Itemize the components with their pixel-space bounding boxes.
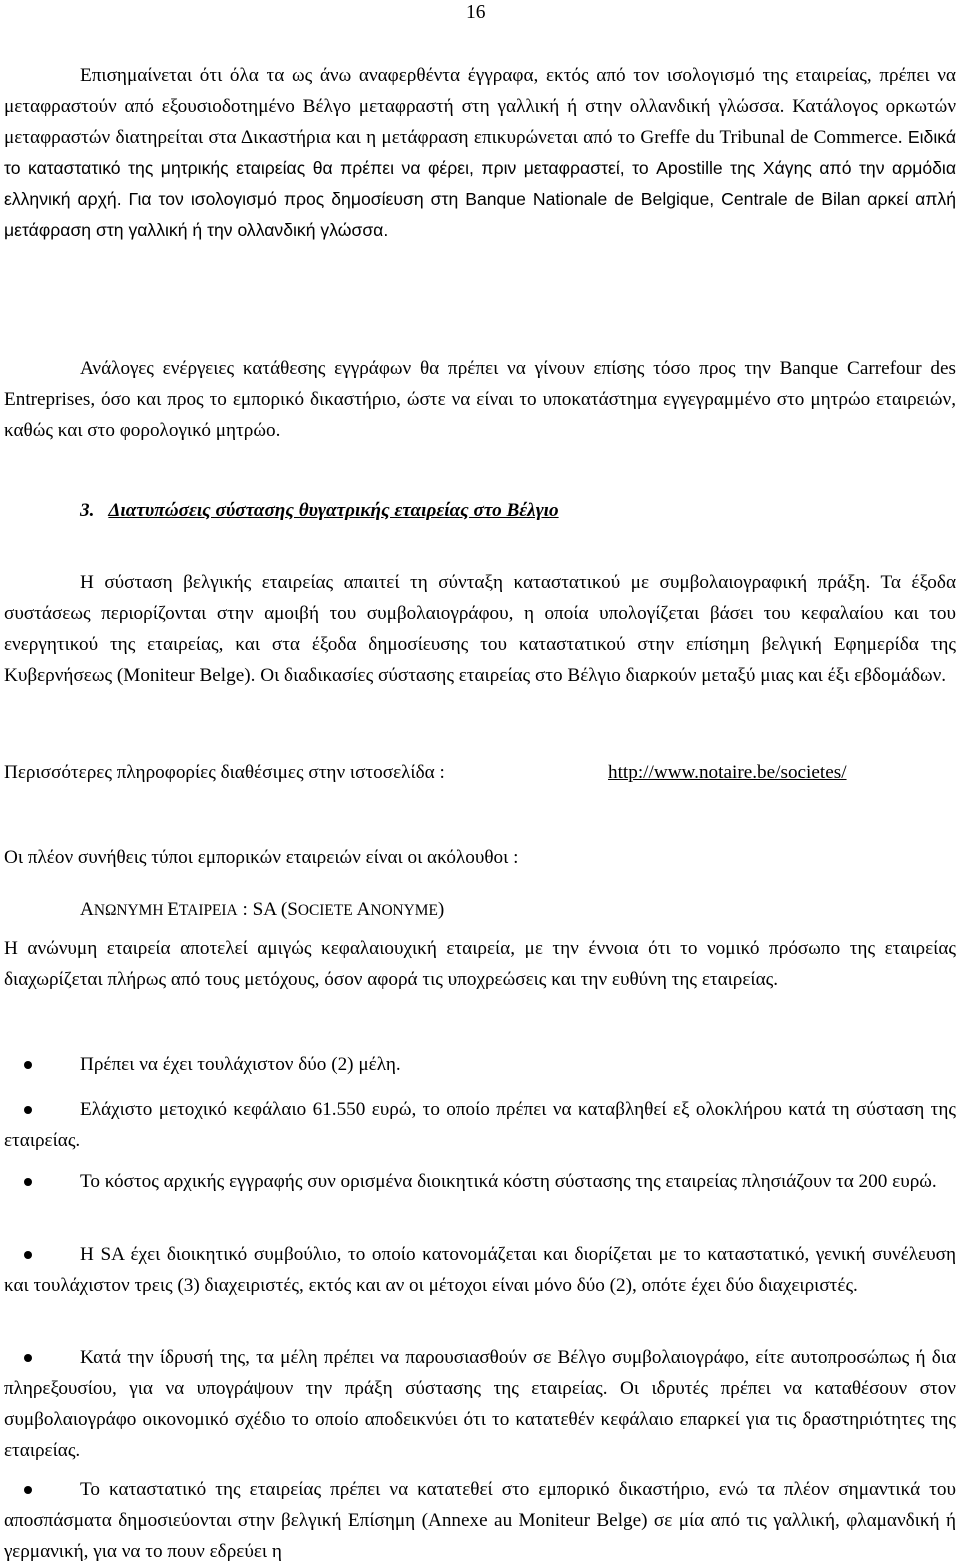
sa-heading: ΑΝΩΝΥΜΗ ΕΤΑΙΡΕΙΑ : SA (SOCIETE ANONYME): [80, 899, 445, 920]
bullet-item: Η SA έχει διοικητικό συμβούλιο, το οποίο κατονομάζεται και διορίζεται με το καταστατικό, γενική συνέλευση και τουλάχιστον τρεις (3) διαχειριστές, εκτός και αν οι μέτοχοι είναι μόνο δύο (2), οπότε έχει δύο διαχειριστές.: [4, 1244, 956, 1296]
page-number: 16: [466, 2, 486, 23]
section-number: 3.: [80, 500, 95, 521]
company-types-intro: Οι πλέον συνήθεις τύποι εμπορικών εταιρειών είναι οι ακόλουθοι :: [4, 847, 519, 868]
notaire-link[interactable]: http://www.notaire.be/societes/: [608, 762, 847, 783]
section-title: Διατυπώσεις σύστασης θυγατρικής εταιρείας στο Βέλγιο: [108, 500, 559, 521]
paragraph-company-formation: Η σύσταση βελγικής εταιρείας απαιτεί τη σύνταξη καταστατικού με συμβολαιογραφική πράξη. Τα έξοδα συστάσεως περιορίζονται στην αμοιβή του συμβολαιογράφου, η οποία υπολογίζεται βάσει του κεφαλαίου και του ενεργητικού της εταιρείας, και στα έξοδα δημοσίευσης του καταστατικού στην επίσημη βελγική Εφημερίδα της Κυβερνήσεως (Moniteur Belge). Οι διαδικασίες σύστασης εταιρείας στο Βέλγιο διαρκούν μεταξύ μιας και έξι εβδομάδων.: [4, 572, 956, 686]
bullet-item: Ελάχιστο μετοχικό κεφάλαιο 61.550 ευρώ, το οποίο πρέπει να καταβληθεί εξ ολοκλήρου κατά τη σύσταση της εταιρείας.: [4, 1099, 956, 1151]
paragraph-translation-requirements: [4, 60, 956, 246]
paragraph-apostille-text: Ειδικά το καταστατικό της μητρικής εταιρείας θα πρέπει να φέρει, πριν μεταφραστεί, το Apostille της Χάγης από την αρμόδια ελληνική αρχή.: [4, 127, 957, 209]
paragraph-translation-text: Επισημαίνεται ότι όλα τα ως άνω αναφερθέντα έγγραφα, εκτός από τον ισολογισμό της εταιρείας, πρέπει να μεταφραστούν από εξουσιοδοτημένο Βέλγο μεταφραστή στη γαλλική ή στην ολλανδική γλώσσα. Κατάλογος ορκωτών μεταφραστών διατηρείται στα Δικαστήρια και η μετάφραση επικυρώνεται από το Greffe du Tribunal de Commerce.: [4, 65, 956, 148]
paragraph-sa-definition: Η ανώνυμη εταιρεία αποτελεί αμιγώς κεφαλαιουχική εταιρεία, με την έννοια ότι το νομικό πρόσωπο της εταιρείας διαχωρίζεται πλήρως από τους μετόχους, όσον αφορά τις υποχρεώσεις και την ευθύνη της εταιρείας.: [4, 938, 956, 990]
bullet-item: Κατά την ίδρυσή της, τα μέλη πρέπει να παρουσιασθούν σε Βέλγο συμβολαιογράφο, είτε αυτοπροσώπως ή δια πληρεξουσίου, για να υπογράψουν την πράξη σύστασης της εταιρείας. Οι ιδρυτές πρέπει να καταθέσουν στον συμβολαιογράφο οικονομικό σχέδιο το οποίο αποδεικνύει ότι το κατατεθέν κεφάλαιο επαρκεί για τις δραστηριότητες της εταιρείας.: [4, 1347, 956, 1461]
more-info-label: Περισσότερες πληροφορίες διαθέσιμες στην ιστοσελίδα :: [4, 762, 445, 783]
paragraph-balance-sheet-text: Για τον ισολογισμό προς δημοσίευση στη Banque Nationale de Belgique, Centrale de Bilan αρκεί απλή μετάφραση στη γαλλική ή την ολλανδική γλώσσα.: [4, 189, 956, 240]
paragraph-filing-actions: Ανάλογες ενέργειες κατάθεσης εγγράφων θα πρέπει να γίνουν επίσης τόσο προς την Banque Carrefour des Entreprises, όσο και προς το εμπορικό δικαστήριο, ώστε να είναι το υποκατάστημα εγγεγραμμένο στο μητρώο εταιρειών, καθώς και στο φορολογικό μητρώο.: [4, 358, 956, 441]
bullet-item: Το καταστατικό της εταιρείας πρέπει να κατατεθεί στο εμπορικό δικαστήριο, ενώ τα πλέον σημαντικά του αποσπάσματα δημοσιεύονται στην βελγική Επίσημη (Annexe au Moniteur Belge) σε μία από τις γαλλική, φλαμανδική ή γερμανική, για να το πουν εδρεύει η: [4, 1479, 956, 1562]
bullet-item: Πρέπει να έχει τουλάχιστον δύο (2) μέλη.: [80, 1054, 401, 1075]
more-info-line: [4, 757, 956, 788]
section-heading: [80, 495, 577, 526]
bullet-item: Το κόστος αρχικής εγγραφής συν ορισμένα διοικητικά κόστη σύστασης της εταιρείας πλησιάζουν τα 200 ευρώ.: [80, 1171, 937, 1192]
